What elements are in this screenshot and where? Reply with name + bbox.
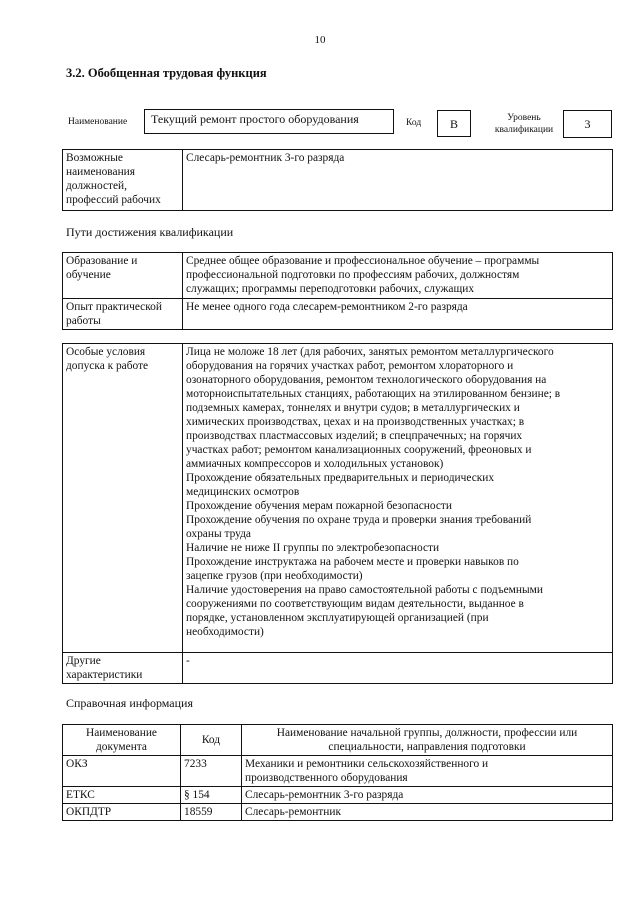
admission-value-line: порядке, установленном эксплуатирующей организацией (при <box>186 612 489 624</box>
admission-value-line: химических производствах, цехах и на производственных участках; в <box>186 416 525 428</box>
ref-doc-cell <box>63 804 181 821</box>
col-header-code <box>181 725 242 756</box>
col-header-document <box>63 725 181 756</box>
qualification-paths-table <box>62 252 613 330</box>
admission-value-line: зацепке грузов (при необходимости) <box>186 570 363 582</box>
col-header-line: специальности, направления подготовки <box>328 741 526 753</box>
positions-label-line: должностей, <box>66 180 128 192</box>
experience-value-line: Не менее одного года слесарем-ремонтником 2-го разряда <box>186 301 468 313</box>
table-row <box>63 299 613 330</box>
table-row <box>63 150 613 211</box>
level-value: 3 <box>584 117 591 131</box>
admission-table <box>62 343 613 684</box>
admission-label-line: Особые условия <box>66 346 146 358</box>
table-header-row <box>63 725 613 756</box>
page-number: 10 <box>314 34 326 46</box>
other-value: - <box>186 655 190 667</box>
admission-value-line: Прохождение обязательных предварительных и периодических <box>186 472 495 484</box>
admission-value-line: озонаторного оборудования, ремонтом технологического оборудования на <box>186 374 547 386</box>
education-value-cell <box>183 253 613 299</box>
admission-value-cell <box>183 344 613 653</box>
experience-value-cell <box>183 299 613 330</box>
admission-value-line: оборудования на горячих участках работ, ремонтом хлораторного и <box>186 360 514 372</box>
section-title: 3.2. Обобщенная трудовая функция <box>66 66 267 80</box>
col-header-line: Наименование начальной группы, должности, профессии или <box>276 727 578 739</box>
admission-value-line: Прохождение инструктажа на рабочем месте и проверки навыков по <box>186 556 519 568</box>
level-label <box>488 112 560 136</box>
ref-doc: ОКЗ <box>66 758 88 770</box>
reference-table <box>62 724 613 821</box>
ref-name-cell <box>242 804 613 821</box>
admission-value-line: охраны труда <box>186 528 251 540</box>
reference-heading: Справочная информация <box>66 696 193 710</box>
ref-name-line: Механики и ремонтники сельскохозяйственного и <box>245 758 489 770</box>
table-row <box>63 756 613 787</box>
admission-value-line: подземных камерах, тоннелях и внутри судов; в металлургических и <box>186 402 520 414</box>
ref-name-line: производственного оборудования <box>245 772 408 784</box>
ref-code: 18559 <box>184 806 213 818</box>
positions-label-cell <box>63 150 183 211</box>
positions-value: Слесарь-ремонтник 3-го разряда <box>186 152 345 164</box>
positions-value-cell <box>183 150 613 211</box>
experience-label-line: работы <box>66 315 101 327</box>
other-value-cell <box>183 653 613 684</box>
col-header-line: документа <box>96 741 147 753</box>
positions-label-line: профессий рабочих <box>66 194 161 206</box>
education-label-line: Образование и <box>66 255 138 267</box>
qualification-paths-heading: Пути достижения квалификации <box>66 225 234 239</box>
other-label-line: характеристики <box>66 669 143 681</box>
positions-label-line: Возможные <box>66 152 123 164</box>
code-box <box>437 110 471 137</box>
table-row <box>63 653 613 684</box>
col-header-line: Код <box>201 734 221 746</box>
admission-value-line: Лица не моложе 18 лет (для рабочих, занятых ремонтом металлургического <box>186 346 554 358</box>
level-label-line-1: Уровень <box>507 113 541 123</box>
admission-value-line: Наличие не ниже II группы по электробезопасности <box>186 542 440 554</box>
col-header-name <box>242 725 613 756</box>
ref-name-cell <box>242 787 613 804</box>
level-box <box>563 110 612 138</box>
ref-code-cell <box>181 787 242 804</box>
ref-code-cell <box>181 804 242 821</box>
code-value: B <box>449 117 458 131</box>
education-value-line: служащих; программы переподготовки рабочих, служащих <box>186 283 475 295</box>
ref-name-cell <box>242 756 613 787</box>
table-row <box>63 344 613 653</box>
admission-value-line: необходимости) <box>186 626 264 638</box>
admission-value-line: Прохождение обучения по охране труда и проверки знания требований <box>186 514 532 526</box>
ref-doc: ЕТКС <box>66 789 95 801</box>
ref-name-line: Слесарь-ремонтник 3-го разряда <box>245 789 404 801</box>
function-name-value: Текущий ремонт простого оборудования <box>151 112 359 126</box>
ref-doc-cell <box>63 756 181 787</box>
ref-code-cell <box>181 756 242 787</box>
admission-value-line: Прохождение обучения мерам пожарной безопасности <box>186 500 452 512</box>
education-value-line: профессиональной подготовки по профессиям рабочих, должностям <box>186 269 520 281</box>
ref-doc: ОКПДТР <box>66 806 112 818</box>
table-row <box>63 804 613 821</box>
positions-table <box>62 149 613 211</box>
code-label: Код <box>406 118 422 128</box>
ref-name-line: Слесарь-ремонтник <box>245 806 342 818</box>
admission-value-line: участках работ; ремонтом канализационных сооружений, фреоновых и <box>186 444 532 456</box>
ref-doc-cell <box>63 787 181 804</box>
other-label-line: Другие <box>66 655 101 667</box>
admission-value-line: производствах пластмассовых изделий; в спецпрачечных; на горячих <box>186 430 523 442</box>
education-label-cell <box>63 253 183 299</box>
name-label: Наименование <box>68 117 128 127</box>
admission-label-line: допуска к работе <box>66 360 149 372</box>
education-value-line: Среднее общее образование и профессиональное обучение – программы <box>186 255 540 267</box>
table-row <box>63 787 613 804</box>
ref-code: 7233 <box>184 758 207 770</box>
other-label-cell <box>63 653 183 684</box>
admission-value-line: Наличие удостоверения на право самостоятельной работы с подъемными <box>186 584 543 596</box>
admission-value-line: сооружениями по соответствующим видам деятельности, выданное в <box>186 598 524 610</box>
admission-value-line: аммиачных компрессоров и холодильных установок) <box>186 458 444 470</box>
col-header-line: Наименование <box>86 727 157 739</box>
level-label-line-2: квалификации <box>494 125 554 135</box>
admission-value-line: моторноиспытательных станциях, работающих на этилированном бензине; в <box>186 388 561 400</box>
ref-code: § 154 <box>184 789 210 801</box>
function-name-box <box>144 109 394 134</box>
education-label-line: обучение <box>66 269 111 281</box>
experience-label-cell <box>63 299 183 330</box>
experience-label-line: Опыт практической <box>66 301 162 313</box>
positions-label-line: наименования <box>66 166 136 178</box>
admission-label-cell <box>63 344 183 653</box>
table-row <box>63 253 613 299</box>
admission-value-line: медицинских осмотров <box>186 486 300 498</box>
